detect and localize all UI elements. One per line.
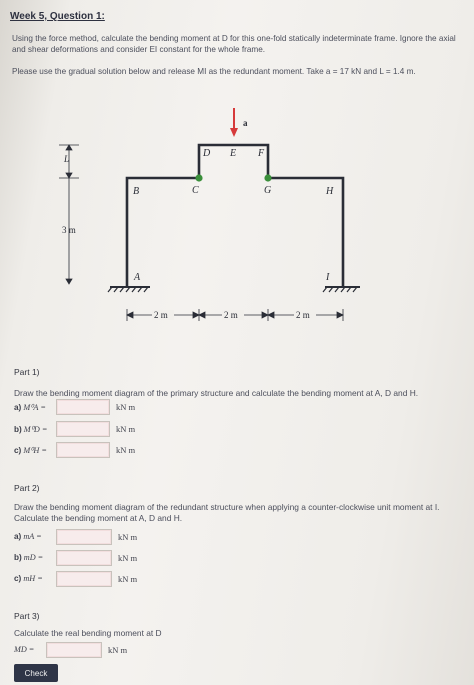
question-title: Week 5, Question 1: bbox=[10, 11, 105, 22]
part2-row-c-unit: kN m bbox=[118, 573, 138, 584]
node-label-b: B bbox=[133, 186, 140, 197]
node-label-f: F bbox=[258, 148, 265, 159]
node-label-h: H bbox=[326, 186, 334, 197]
part1-description: Draw the bending moment diagram of the primary structure and calculate the bending moment at A, D and H. bbox=[14, 388, 419, 398]
part1-row-b-prefix: b) bbox=[14, 424, 22, 434]
real-moment-d-input[interactable] bbox=[46, 642, 102, 658]
part2-row-b-unit: kN m bbox=[118, 552, 138, 563]
part1-row-c-label: M⁰H = bbox=[23, 445, 47, 455]
node-label-d: D bbox=[203, 148, 211, 159]
node-label-i: I bbox=[326, 272, 330, 283]
part2-row-a-unit: kN m bbox=[118, 531, 138, 542]
part1-row-a-unit: kN m bbox=[116, 401, 136, 412]
node-label-e: E bbox=[230, 148, 237, 159]
part2-row-b bbox=[14, 549, 137, 566]
part3-row-label: MD = bbox=[14, 645, 35, 654]
part1-row-a-label: M⁰A = bbox=[23, 402, 46, 412]
node-label-a: A bbox=[134, 272, 141, 283]
moment-d-unit-input[interactable] bbox=[56, 550, 112, 566]
node-label-c: C bbox=[192, 185, 199, 196]
moment-a-unit-input[interactable] bbox=[56, 529, 112, 545]
node-label-g: G bbox=[264, 185, 272, 196]
moment-a-primary-input[interactable] bbox=[56, 399, 110, 415]
part1-row-b bbox=[14, 420, 135, 437]
part1-row-c-prefix: c) bbox=[14, 445, 22, 455]
part1-row-a bbox=[14, 398, 135, 415]
part2-row-a-label: mA = bbox=[23, 532, 42, 541]
part3-description: Calculate the real bending moment at D bbox=[14, 628, 162, 638]
part2-description: Draw the bending moment diagram of the redundant structure when applying a counter-clockwise unit moment at I. Calculate the bending moment at A, D and H. bbox=[14, 502, 440, 523]
span-label-2: 2 m bbox=[224, 310, 238, 320]
intro-paragraph-1: Using the force method, calculate the bending moment at D for this one-fold statically indeterminate frame. Ignore the axial and shear deformations and consider EI constant for the whole frame. bbox=[12, 34, 456, 54]
part1-row-b-label: M⁰D = bbox=[23, 424, 48, 434]
span-label-1: 2 m bbox=[154, 310, 168, 320]
check-button[interactable]: Check bbox=[14, 664, 58, 682]
moment-h-unit-input[interactable] bbox=[56, 571, 112, 587]
part2-row-c bbox=[14, 570, 137, 587]
frame-members bbox=[127, 145, 343, 287]
intro-paragraph-2: Please use the gradual solution below and release MI as the redundant moment. Take a = 17 kN and L = 1.4 m. bbox=[12, 67, 416, 76]
part1-row-b-unit: kN m bbox=[116, 423, 136, 434]
dimension-height-label: 3 m bbox=[62, 225, 76, 235]
part3-row bbox=[14, 641, 127, 658]
support-a bbox=[108, 287, 150, 292]
span-label-3: 2 m bbox=[296, 310, 310, 320]
part1-row-a-prefix: a) bbox=[14, 402, 22, 412]
moment-h-primary-input[interactable] bbox=[56, 442, 110, 458]
part2-row-a bbox=[14, 528, 137, 545]
hinge-g bbox=[264, 174, 271, 181]
part2-row-a-prefix: a) bbox=[14, 532, 22, 541]
frame-diagram bbox=[0, 100, 474, 345]
part1-row-c bbox=[14, 441, 135, 458]
hinge-c bbox=[195, 174, 202, 181]
moment-d-primary-input[interactable] bbox=[56, 421, 110, 437]
part2-row-b-label: mD = bbox=[23, 553, 44, 562]
dimension-l-label: L bbox=[64, 154, 70, 164]
support-i bbox=[323, 287, 360, 292]
part1-title: Part 1) bbox=[14, 367, 40, 377]
part2-row-b-prefix: b) bbox=[14, 553, 22, 562]
load-arrow bbox=[230, 108, 238, 137]
part2-row-c-label: mH = bbox=[23, 574, 43, 583]
part2-row-c-prefix: c) bbox=[14, 574, 22, 583]
part2-title: Part 2) bbox=[14, 483, 40, 493]
part1-row-c-unit: kN m bbox=[116, 444, 136, 455]
part3-title: Part 3) bbox=[14, 611, 40, 621]
part3-row-unit: kN m bbox=[108, 644, 128, 655]
load-label: a bbox=[243, 118, 248, 128]
